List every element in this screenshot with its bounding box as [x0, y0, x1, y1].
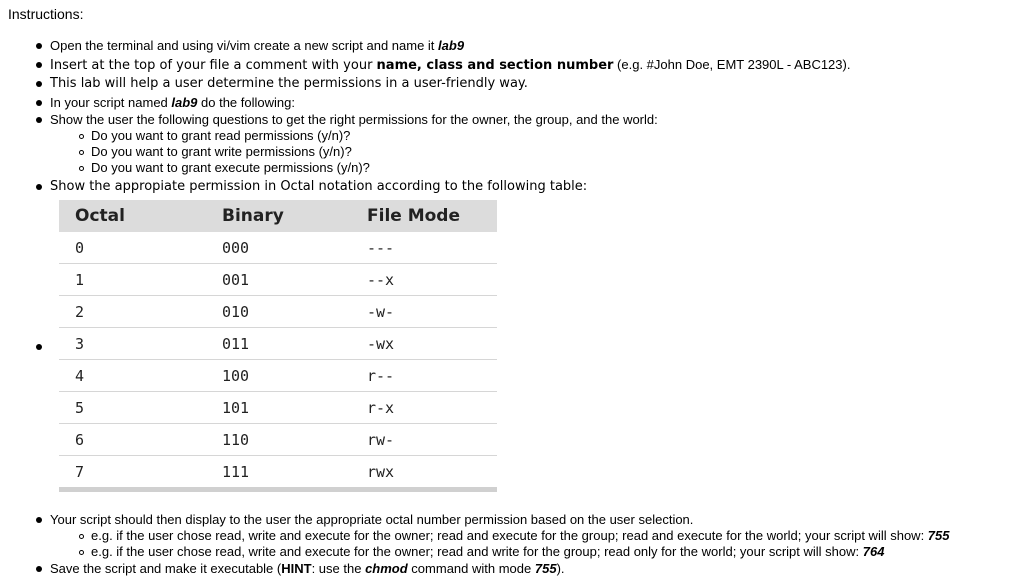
- text: command with mode: [407, 561, 535, 576]
- instruction-show-questions: Show the user the following questions to get the right permissions for the owner, the group, and the world:: [50, 112, 658, 127]
- binary-cell: 111: [212, 456, 367, 490]
- bold-text: name, class and section number: [376, 58, 614, 73]
- instruction-insert-comment: [50, 57, 850, 74]
- text: e.g. if the user chose read, write and execute for the owner; read and execute for the group; read and execute for the world; your script will show:: [91, 528, 928, 543]
- sub-bullet: [79, 134, 84, 139]
- bullet: [36, 517, 42, 523]
- octal-cell: 4: [59, 360, 212, 392]
- script-name: lab9: [438, 38, 465, 53]
- text: do the following:: [197, 95, 295, 110]
- text: Insert at the top of your file a comment with your: [50, 58, 377, 73]
- bullet: [36, 184, 42, 190]
- sub-bullet: [79, 166, 84, 171]
- question-write: Do you want to grant write permissions (y/n)?: [91, 144, 352, 159]
- table-row: [59, 232, 497, 264]
- bullet: [36, 62, 42, 68]
- text: e.g. if the user chose read, write and execute for the owner; read and write for the group; read only for the world; your script will show:: [91, 544, 863, 559]
- text: In your script named: [50, 95, 172, 110]
- header-octal: Octal: [59, 200, 212, 232]
- header-file-mode: File Mode: [367, 200, 497, 232]
- text: Open the terminal and using vi/vim create a new script and name it: [50, 38, 439, 53]
- sub-bullet: [79, 150, 84, 155]
- octal-cell: 1: [59, 264, 212, 296]
- octal-cell: 3: [59, 328, 212, 360]
- bullet: [36, 100, 42, 106]
- text: ).: [556, 561, 565, 576]
- bullet: [36, 566, 42, 572]
- octal-cell: 5: [59, 392, 212, 424]
- mode-cell: -wx: [367, 328, 497, 360]
- table-row: [59, 328, 497, 360]
- binary-cell: 011: [212, 328, 367, 360]
- table-row: [59, 264, 497, 296]
- instruction-show-octal: Show the appropiate permission in Octal notation according to the following table:: [50, 179, 588, 194]
- instructions-heading: Instructions:: [8, 6, 84, 22]
- mode-cell: -w-: [367, 296, 497, 328]
- binary-cell: 000: [212, 232, 367, 264]
- permission-table: [59, 200, 497, 492]
- bullet: [36, 344, 42, 350]
- binary-cell: 110: [212, 424, 367, 456]
- mode-cell: rw-: [367, 424, 497, 456]
- table-row: [59, 296, 497, 328]
- text: : use the: [311, 561, 366, 576]
- mode-cell: --x: [367, 264, 497, 296]
- mode-cell: ---: [367, 232, 497, 264]
- table-header-row: [59, 200, 497, 232]
- bullet: [36, 117, 42, 123]
- text: Save the script and make it executable (: [50, 561, 282, 576]
- table-row: [59, 392, 497, 424]
- octal-cell: 2: [59, 296, 212, 328]
- example-764: [91, 544, 884, 560]
- question-execute: Do you want to grant execute permissions (y/n)?: [91, 160, 370, 175]
- hint-label: HINT: [281, 561, 312, 576]
- octal-cell: 7: [59, 456, 212, 490]
- binary-cell: 101: [212, 392, 367, 424]
- bullet: [36, 81, 42, 87]
- octal-cell: 6: [59, 424, 212, 456]
- binary-cell: 100: [212, 360, 367, 392]
- chmod-command: chmod: [365, 561, 408, 576]
- instruction-in-script: [50, 95, 295, 111]
- octal-result: 755: [927, 528, 950, 543]
- mode-value: 755: [534, 561, 557, 576]
- mode-cell: r--: [367, 360, 497, 392]
- mode-cell: rwx: [367, 456, 497, 490]
- instruction-purpose: This lab will help a user determine the permissions in a user-friendly way.: [50, 76, 528, 91]
- question-read: Do you want to grant read permissions (y/n)?: [91, 128, 351, 143]
- text: (e.g. #John Doe, EMT 2390L - ABC123).: [613, 57, 851, 72]
- instruction-create-script: [50, 38, 464, 54]
- sub-bullet: [79, 534, 84, 539]
- octal-result: 764: [862, 544, 885, 559]
- table-row: [59, 424, 497, 456]
- binary-cell: 001: [212, 264, 367, 296]
- binary-cell: 010: [212, 296, 367, 328]
- sub-bullet: [79, 550, 84, 555]
- bullet: [36, 43, 42, 49]
- table-row: [59, 360, 497, 392]
- script-name: lab9: [171, 95, 198, 110]
- instruction-save-script: [50, 561, 565, 577]
- instruction-display-octal: Your script should then display to the user the appropriate octal number permission based on the user selection.: [50, 512, 694, 527]
- example-755: [91, 528, 950, 544]
- octal-cell: 0: [59, 232, 212, 264]
- mode-cell: r-x: [367, 392, 497, 424]
- header-binary: Binary: [212, 200, 367, 232]
- table-row: [59, 456, 497, 490]
